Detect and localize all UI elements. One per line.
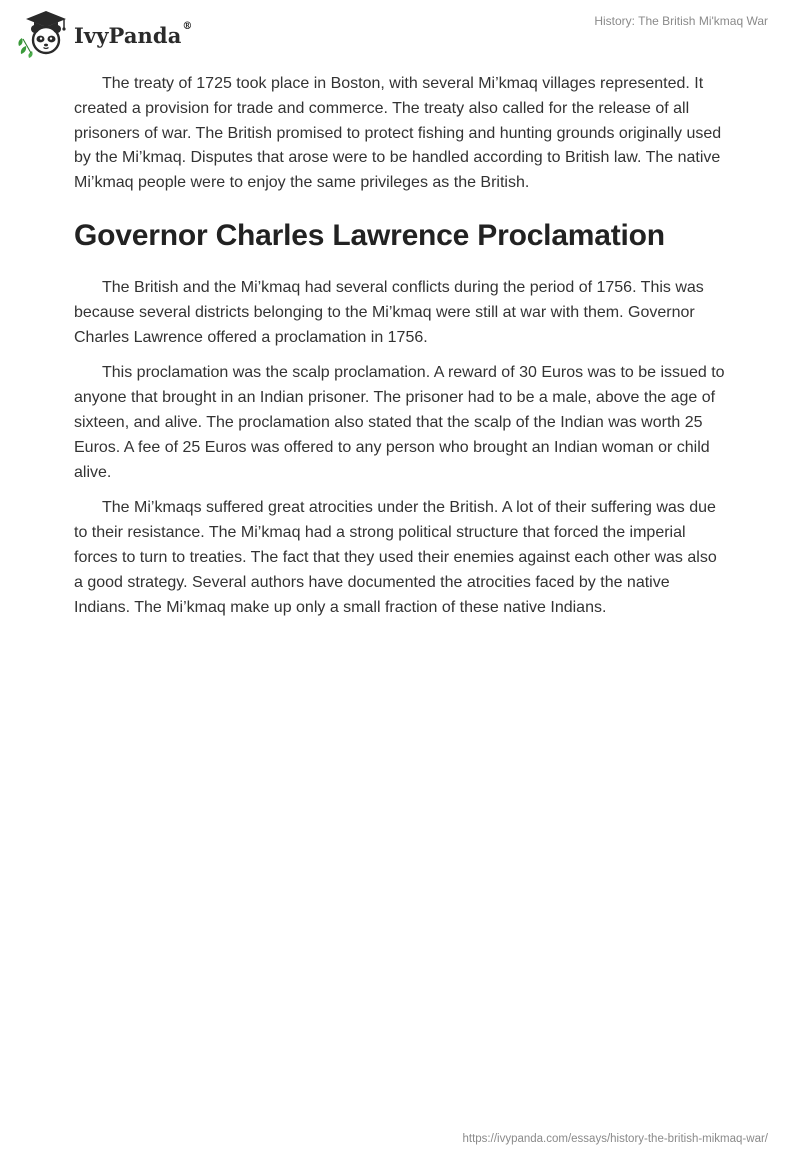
body-paragraph: The British and the Mi’kmaq had several conflicts during the period of 1756. This was because several districts belonging to the Mi’kmaq were still at war with them. Governor Charles Lawrence offered a proclamation in 1756.: [74, 278, 704, 346]
registered-mark: ®: [182, 20, 193, 32]
brand-name: [74, 20, 193, 48]
body-paragraph: The Mi’kmaqs suffered great atrocities under the British. A lot of their suffering was due to their resistance. The Mi’kmaq had a strong political structure that forced the imperial forces to turn to treaties. The fact that they used their enemies against each other was also a good strategy. Several authors have documented the atrocities faced by the native Indians. The Mi’kmaq make up only a small fraction of these native Indians.: [74, 499, 717, 616]
page-header: [0, 0, 800, 64]
brand-text: IvyPanda: [74, 22, 182, 48]
document-title: History: The British Mi'kmaq War: [594, 14, 768, 28]
intro-paragraph: The treaty of 1725 took place in Boston, with several Mi’kmaq villages represented. It created a provision for trade and commerce. The treaty also called for the release of all prisoners of war. The British promised to protect fishing and hunting grounds originally used by the Mi’kmaq. Disputes that arose were to be handled according to British law. The native Mi’kmaq people were to enjoy the same privileges as the British.: [74, 75, 722, 192]
ivypanda-logo[interactable]: [14, 8, 193, 58]
essay-content: [74, 72, 730, 631]
section-heading: Governor Charles Lawrence Proclamation: [74, 218, 665, 252]
body-paragraph: This proclamation was the scalp proclamation. A reward of 30 Euros was to be issued to anyone that brought in an Indian prisoner. The prisoner had to be a male, above the age of sixteen, and alive. The proclamation also stated that the scalp of the Indian was worth 25 Euros. A fee of 25 Euros was offered to any person who brought an Indian woman or child alive.: [74, 364, 725, 481]
panda-graduation-cap-icon: [14, 8, 72, 58]
source-url-link[interactable]: https://ivypanda.com/essays/history-the-british-mikmaq-war/: [462, 1133, 768, 1145]
